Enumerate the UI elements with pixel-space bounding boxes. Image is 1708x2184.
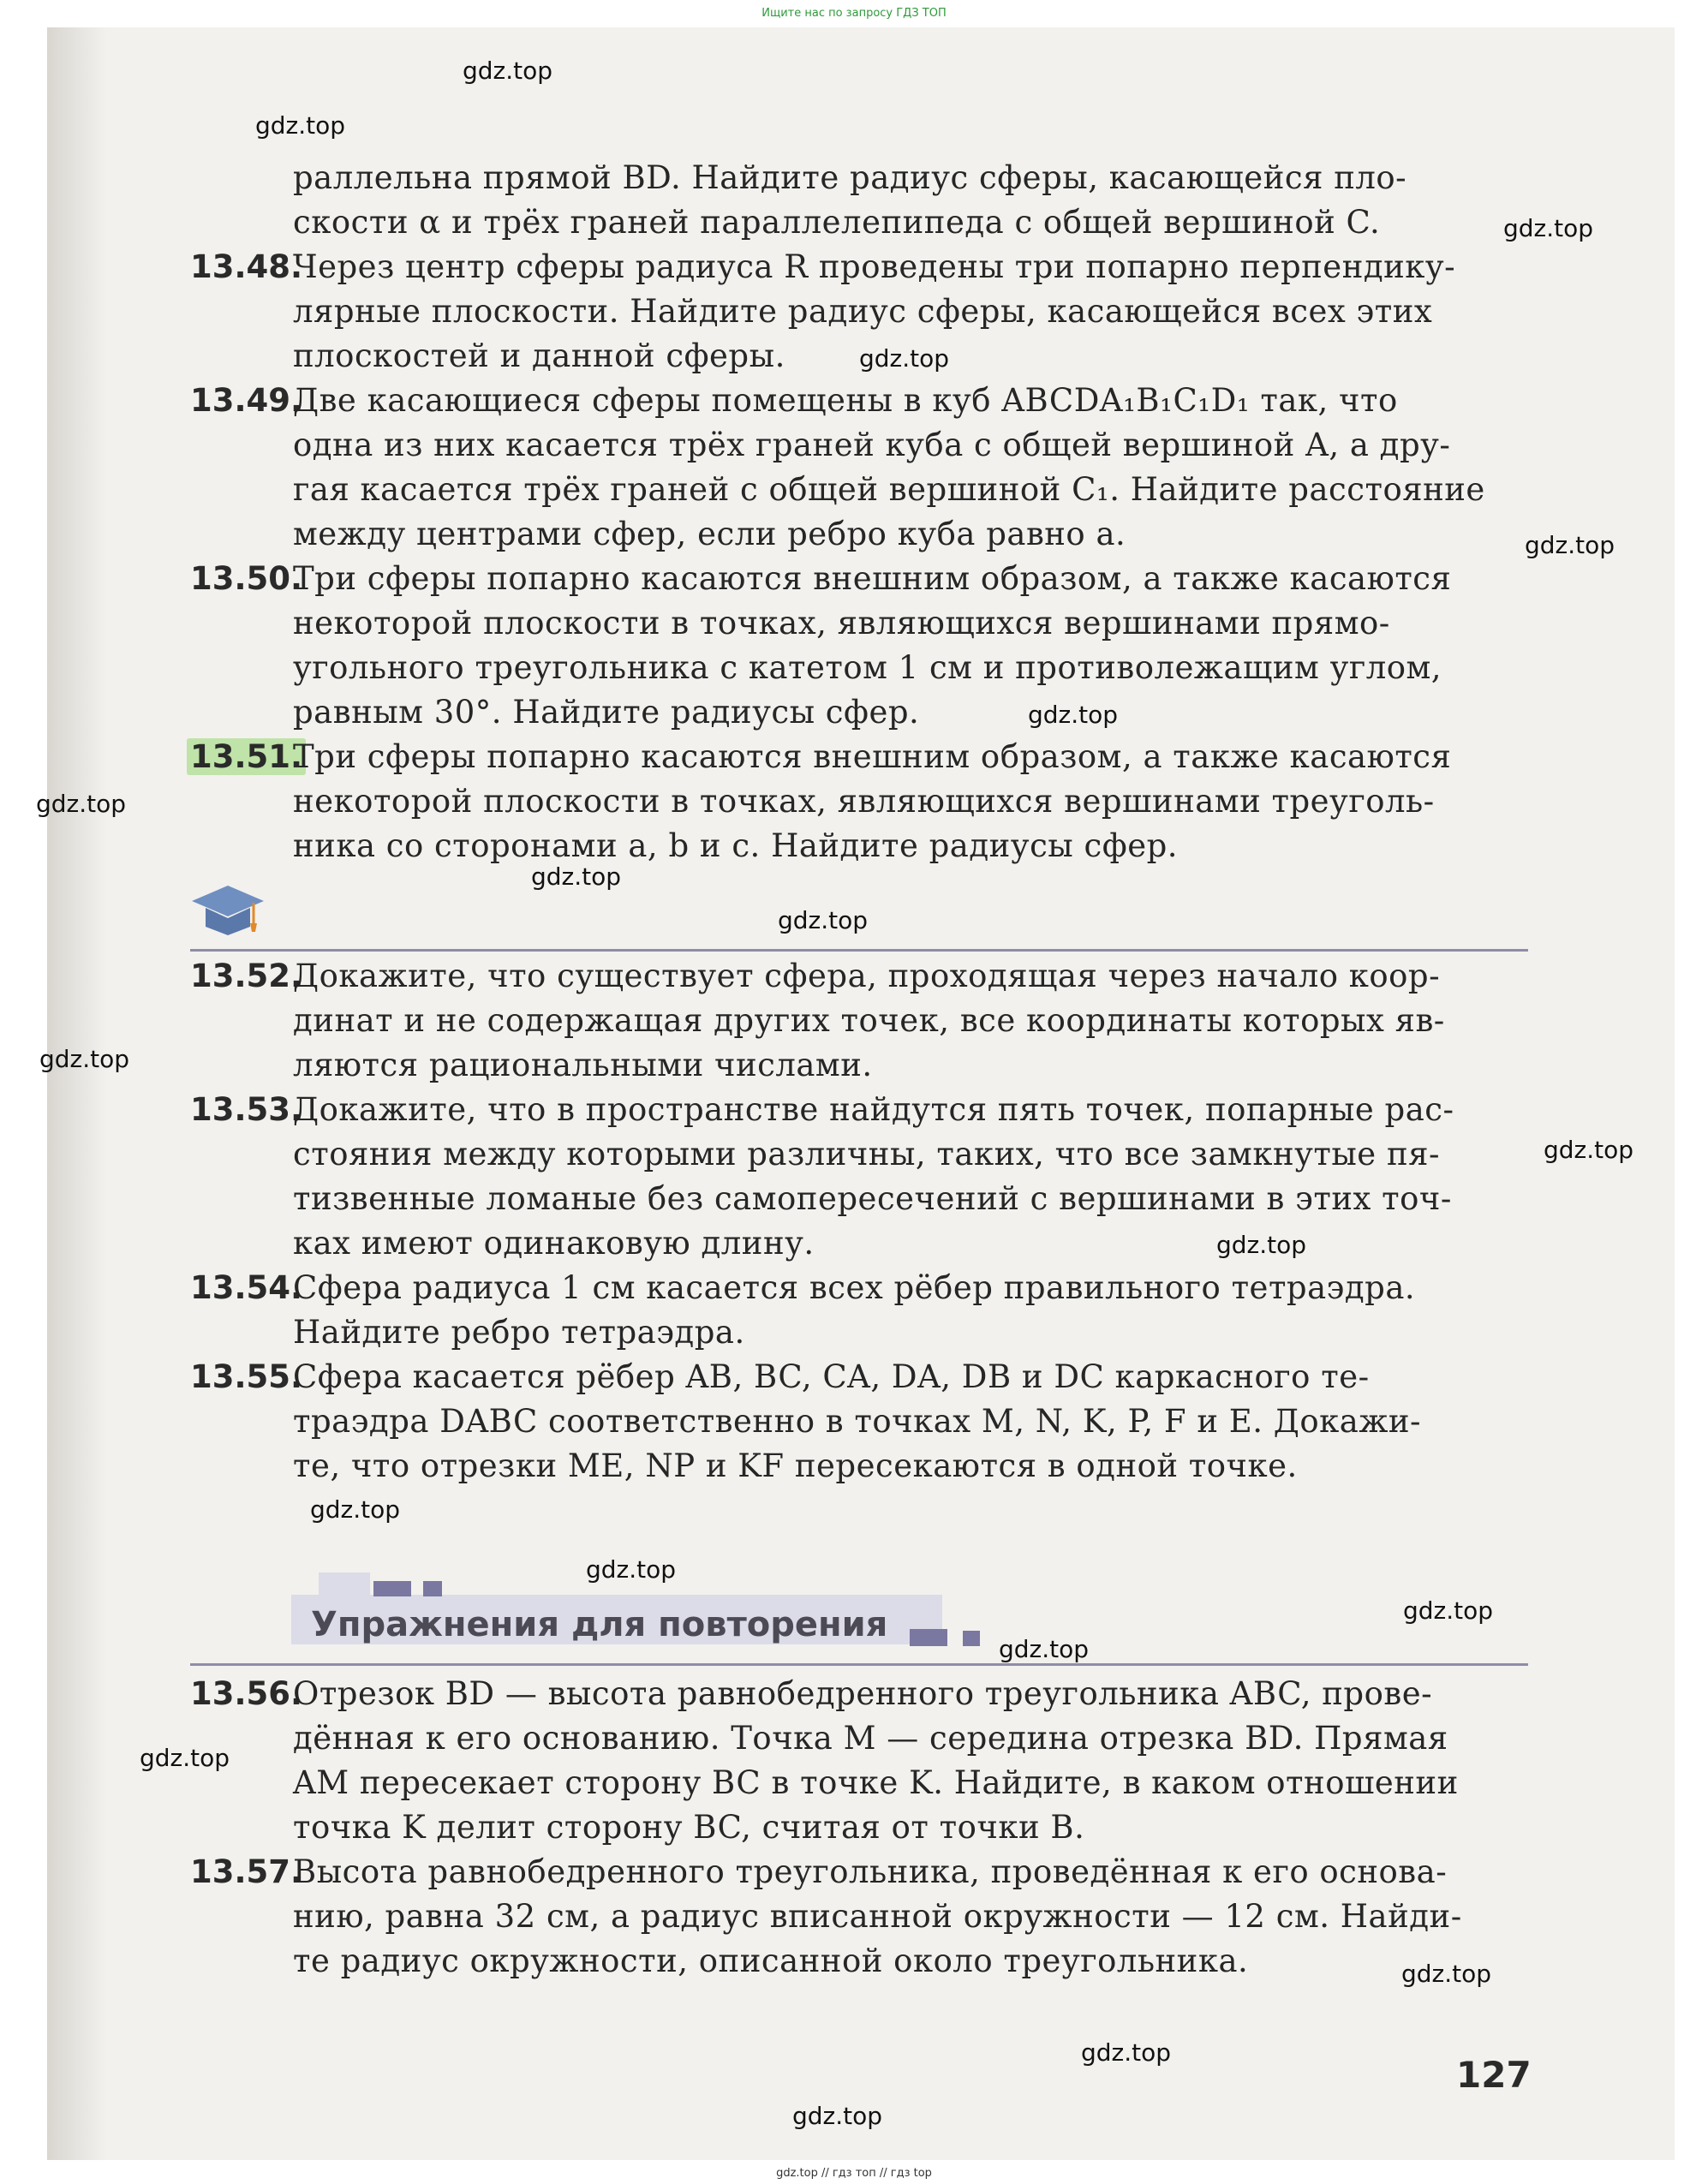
section-header-block: [963, 1631, 980, 1646]
problem-text-line: ляются рациональными числами.: [293, 1047, 873, 1083]
problem-number: 13.54.: [190, 1269, 303, 1306]
problem-text-line: некоторой плоскости в точках, являющихся вершинами прямо-: [293, 605, 1390, 641]
problem-number: 13.57.: [190, 1853, 303, 1890]
problem-text-line: между центрами сфер, если ребро куба равно a.: [293, 516, 1126, 552]
problem-text-line: динат и не содержащая других точек, все координаты которых яв-: [293, 1002, 1445, 1039]
graduation-cap-icon: [190, 882, 266, 942]
section-divider: [190, 1663, 1528, 1666]
problem-number: 13.52.: [190, 958, 303, 994]
problem-text-line: ника со сторонами a, b и c. Найдите радиусы сфер.: [293, 827, 1179, 864]
problem-text-line: Отрезок BD — высота равнобедренного треугольника ABC, прове-: [293, 1675, 1433, 1712]
watermark: gdz.top: [1525, 531, 1615, 559]
problem-text-line: плоскостей и данной сферы.: [293, 337, 785, 374]
problem-text-line: равным 30°. Найдите радиусы сфер.: [293, 694, 920, 731]
header-note: Ищите нас по запросу ГДЗ ТОП: [761, 7, 947, 20]
problem-text-line: те, что отрезки ME, NP и KF пересекаются в одной точке.: [293, 1447, 1298, 1484]
section-header-block: [373, 1581, 411, 1596]
problem-number: 13.48.: [190, 248, 303, 285]
watermark: gdz.top: [1503, 214, 1594, 242]
problem-text-line: Сфера касается рёбер AB, BC, CA, DA, DB и DC каркасного те-: [293, 1358, 1370, 1395]
problem-text-line: Три сферы попарно касаются внешним образом, а также касаются: [293, 738, 1452, 775]
watermark: gdz.top: [463, 57, 553, 85]
watermark: gdz.top: [859, 344, 950, 373]
section-divider: [190, 949, 1528, 952]
problem-text-line: ках имеют одинаковую длину.: [293, 1225, 815, 1262]
watermark: gdz.top: [1401, 1960, 1492, 1988]
watermark: gdz.top: [1028, 701, 1119, 729]
watermark: gdz.top: [1403, 1596, 1494, 1625]
section-header-band: [319, 1572, 370, 1595]
problem-text-line: стояния между которыми различны, таких, что все замкнутые пя-: [293, 1136, 1440, 1173]
section-header-block: [910, 1629, 947, 1646]
problem-text-line: траэдра DABC соответственно в точках M, N, K, P, F и E. Докажи-: [293, 1403, 1422, 1440]
problem-text-line: Высота равнобедренного треугольника, проведённая к его основа-: [293, 1853, 1448, 1890]
problem-text-line: Докажите, что существует сфера, проходящая через начало коор-: [293, 958, 1441, 994]
watermark: gdz.top: [36, 790, 127, 818]
problem-text-line: те радиус окружности, описанной около треугольника.: [293, 1942, 1249, 1979]
watermark: gdz.top: [999, 1635, 1090, 1663]
section-title: Упражнения для повторения: [311, 1605, 888, 1644]
page-number: 127: [1456, 2054, 1532, 2096]
problem-text-line: угольного треугольника с катетом 1 см и противолежащим углом,: [293, 649, 1442, 686]
watermark: gdz.top: [792, 2102, 883, 2130]
watermark: gdz.top: [39, 1045, 130, 1073]
watermark: gdz.top: [586, 1555, 677, 1584]
problem-number-highlighted: 13.51.: [187, 738, 306, 775]
watermark: gdz.top: [140, 1744, 230, 1772]
problem-text-line: Докажите, что в пространстве найдутся пять точек, попарные рас-: [293, 1091, 1454, 1128]
footer-note: gdz.top // гдз топ // гдз top: [776, 2167, 932, 2180]
page-spine-shadow: [47, 27, 107, 2160]
problem-text-line: скости α и трёх граней параллелепипеда с общей вершиной C.: [293, 204, 1381, 241]
watermark: gdz.top: [310, 1495, 401, 1524]
problem-text-line: тизвенные ломаные без самопересечений с вершинами в этих точ-: [293, 1180, 1452, 1217]
problem-text-line: гая касается трёх граней с общей вершиной C₁. Найдите расстояние: [293, 471, 1485, 508]
problem-number: 13.53.: [190, 1091, 303, 1128]
problem-number: 13.55.: [190, 1358, 303, 1395]
problem-text-line: одна из них касается трёх граней куба с общей вершиной A, а дру-: [293, 427, 1451, 463]
problem-text-line: точка K делит сторону BC, считая от точки B.: [293, 1809, 1085, 1846]
problem-text-line: AM пересекает сторону BC в точке K. Найдите, в каком отношении: [293, 1764, 1459, 1801]
problem-text-line: Через центр сферы радиуса R проведены три попарно перпендику-: [293, 248, 1456, 285]
problem-text-line: Сфера радиуса 1 см касается всех рёбер правильного тетраэдра.: [293, 1269, 1416, 1306]
watermark: gdz.top: [531, 862, 622, 891]
section-header-block: [423, 1581, 442, 1596]
watermark: gdz.top: [1216, 1231, 1307, 1259]
problem-text-line: Две касающиеся сферы помещены в куб ABCDA₁B₁C₁D₁ так, что: [293, 382, 1398, 419]
watermark: gdz.top: [255, 111, 346, 140]
problem-number: 13.49.: [190, 382, 303, 419]
problem-text-line: Найдите ребро тетраэдра.: [293, 1314, 745, 1351]
problem-text-line: нию, равна 32 см, а радиус вписанной окружности — 12 см. Найди-: [293, 1898, 1462, 1935]
watermark: gdz.top: [1081, 2038, 1172, 2067]
problem-text-line: раллельна прямой BD. Найдите радиус сферы, касающейся пло-: [293, 159, 1407, 196]
problem-text-line: лярные плоскости. Найдите радиус сферы, касающейся всех этих: [293, 293, 1433, 330]
watermark: gdz.top: [1544, 1136, 1634, 1164]
problem-number: 13.56.: [190, 1675, 303, 1712]
watermark: gdz.top: [778, 906, 869, 934]
problem-text-line: Три сферы попарно касаются внешним образом, а также касаются: [293, 560, 1452, 597]
problem-text-line: некоторой плоскости в точках, являющихся вершинами треуголь-: [293, 783, 1435, 820]
problem-text-line: дённая к его основанию. Точка M — середина отрезка BD. Прямая: [293, 1720, 1448, 1757]
problem-number: 13.50.: [190, 560, 303, 597]
